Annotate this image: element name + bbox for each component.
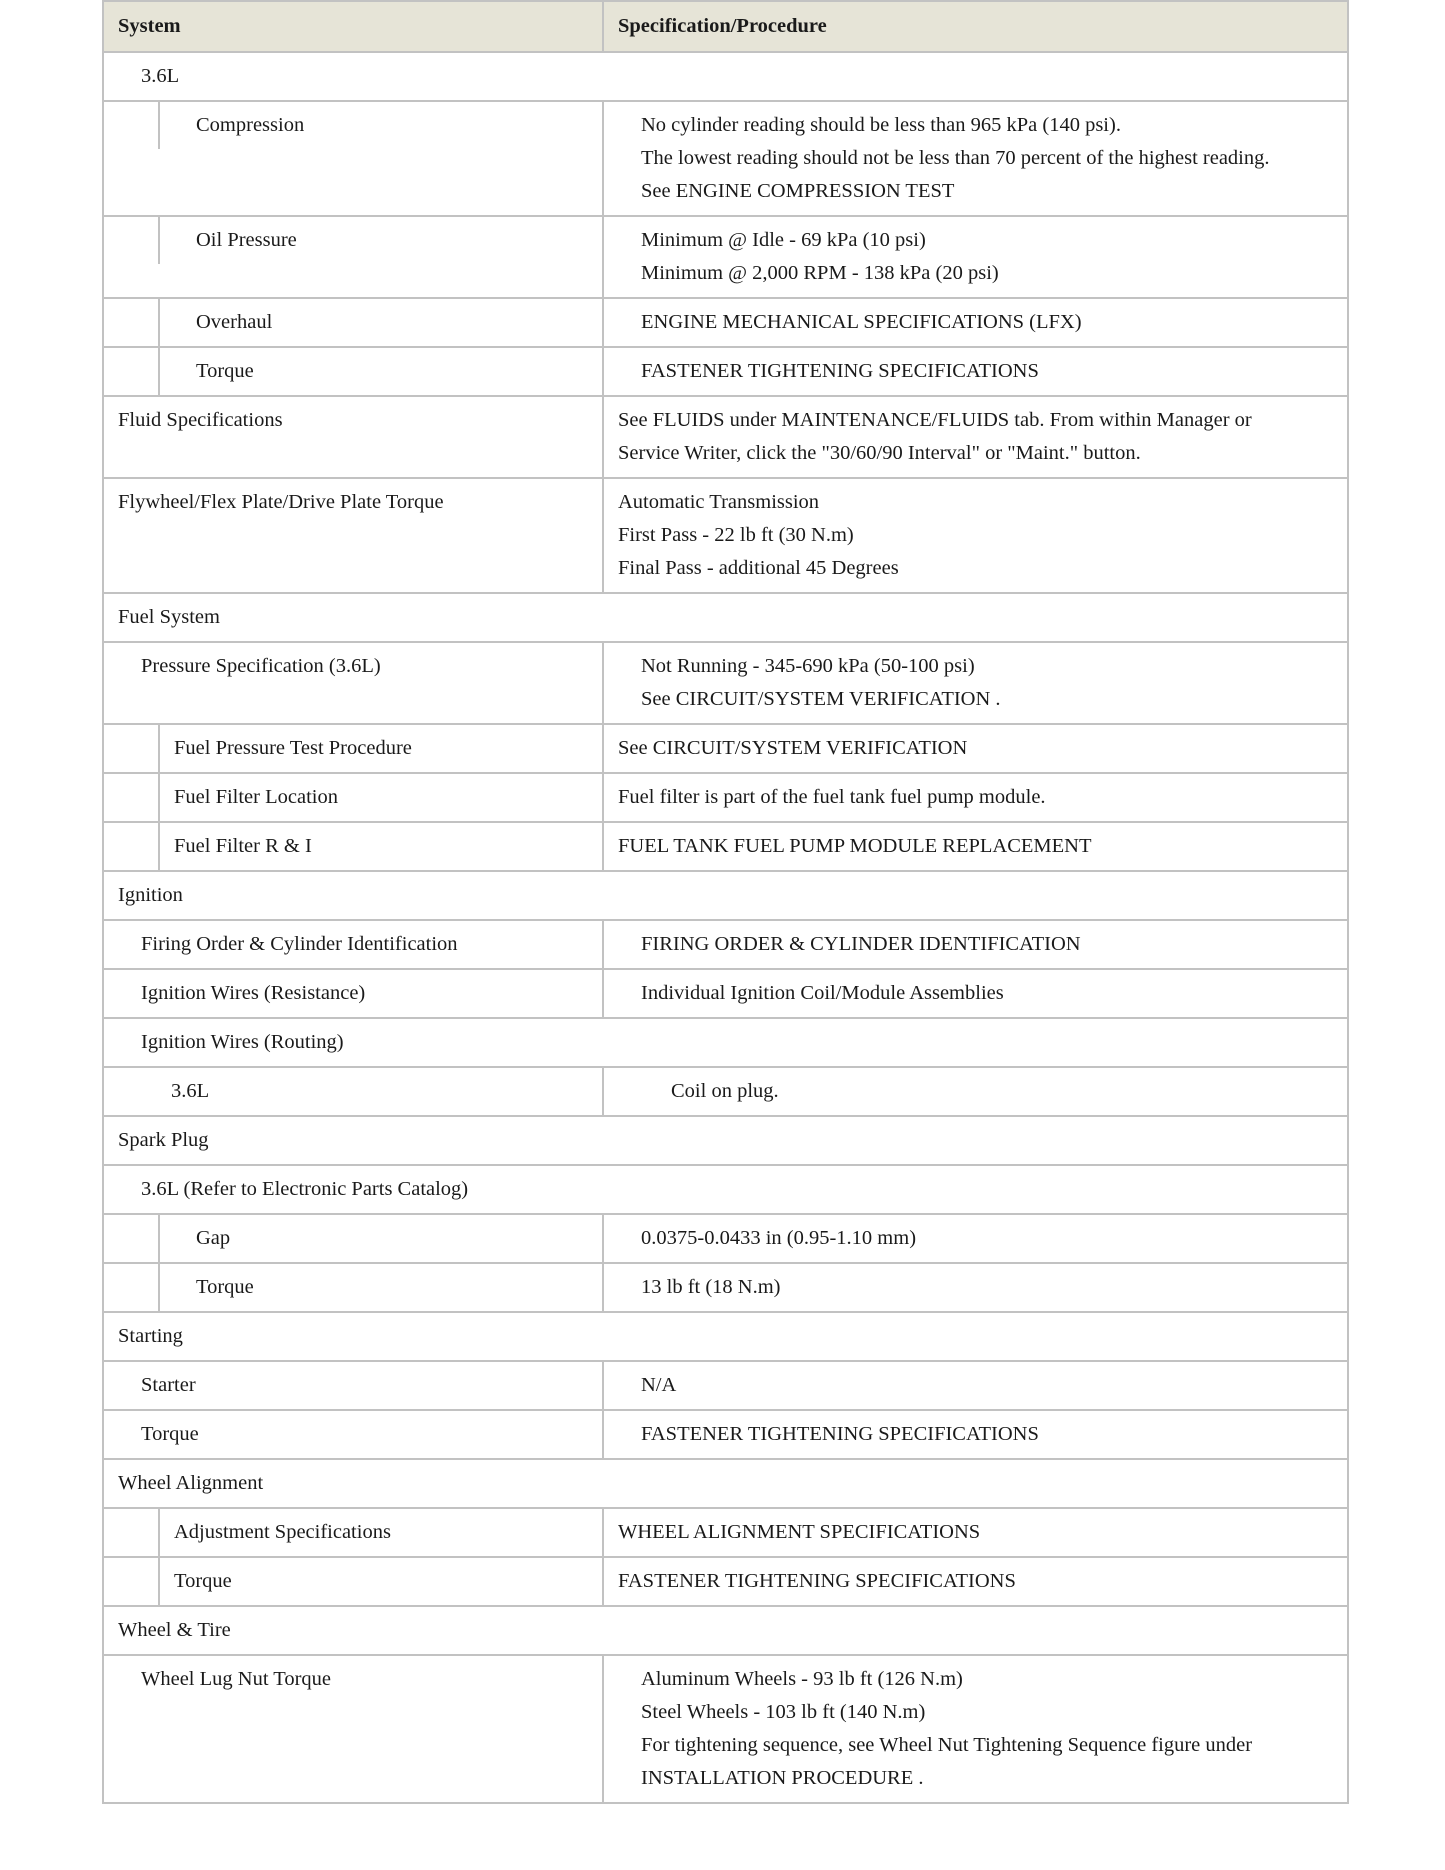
table-row-plug-torque xyxy=(103,1263,1348,1312)
indent-gutter xyxy=(104,299,159,346)
section-row-fuel-system xyxy=(103,593,1348,642)
row-label: Fluid Specifications xyxy=(103,396,603,478)
row-value xyxy=(603,216,1348,298)
value-line: Final Pass - additional 45 Degrees xyxy=(618,557,899,579)
value-line: For tightening sequence, see Wheel Nut Tightening Sequence figure under xyxy=(641,1734,1253,1756)
section-label: Wheel & Tire xyxy=(103,1606,1348,1655)
row-label: Overhaul xyxy=(196,311,273,333)
row-value xyxy=(603,1655,1348,1803)
row-value: WHEEL ALIGNMENT SPECIFICATIONS xyxy=(603,1508,1348,1557)
row-value: Fuel filter is part of the fuel tank fuel pump module. xyxy=(603,773,1348,822)
group-row-ign-wires-routing xyxy=(103,1018,1348,1067)
row-label: Firing Order & Cylinder Identification xyxy=(103,920,603,969)
row-value xyxy=(603,101,1348,216)
indent-gutter xyxy=(104,1264,159,1311)
row-value: Coil on plug. xyxy=(603,1067,1348,1116)
group-row-engine xyxy=(103,52,1348,101)
row-value: ENGINE MECHANICAL SPECIFICATIONS (LFX) xyxy=(603,298,1348,347)
table-row-fuel-pressure-test xyxy=(103,724,1348,773)
row-value: FUEL TANK FUEL PUMP MODULE REPLACEMENT xyxy=(603,822,1348,871)
row-label: Torque xyxy=(196,1276,254,1298)
row-value: FASTENER TIGHTENING SPECIFICATIONS xyxy=(603,347,1348,396)
table-row-routing-36 xyxy=(103,1067,1348,1116)
header-row xyxy=(103,1,1348,52)
indent-gutter xyxy=(104,217,159,264)
indent-gutter xyxy=(104,823,159,870)
section-row-wheel-tire xyxy=(103,1606,1348,1655)
group-label: 3.6L (Refer to Electronic Parts Catalog) xyxy=(103,1165,1348,1214)
row-label: Adjustment Specifications xyxy=(174,1521,391,1543)
table-row-adjustment-specs xyxy=(103,1508,1348,1557)
group-row-spark-plug-36 xyxy=(103,1165,1348,1214)
row-label: Fuel Filter Location xyxy=(174,786,338,808)
row-label: Fuel Pressure Test Procedure xyxy=(174,737,412,759)
row-label: Ignition Wires (Resistance) xyxy=(103,969,603,1018)
row-label: Torque xyxy=(196,360,254,382)
value-line: Aluminum Wheels - 93 lb ft (126 N.m) xyxy=(641,1668,963,1690)
indent-gutter xyxy=(104,1215,159,1262)
row-value: 0.0375-0.0433 in (0.95-1.10 mm) xyxy=(603,1214,1348,1263)
row-value: FASTENER TIGHTENING SPECIFICATIONS xyxy=(603,1557,1348,1606)
row-value: FIRING ORDER & CYLINDER IDENTIFICATION xyxy=(603,920,1348,969)
value-line: No cylinder reading should be less than 965 kPa (140 psi). xyxy=(641,114,1121,136)
table-row-gap xyxy=(103,1214,1348,1263)
value-line: INSTALLATION PROCEDURE . xyxy=(641,1767,924,1789)
value-line: See FLUIDS under MAINTENANCE/FLUIDS tab. From within Manager or xyxy=(618,409,1252,431)
table-row-ign-wires-resistance xyxy=(103,969,1348,1018)
table-row-fluid-specs xyxy=(103,396,1348,478)
section-row-wheel-alignment xyxy=(103,1459,1348,1508)
value-line: Steel Wheels - 103 lb ft (140 N.m) xyxy=(641,1701,926,1723)
row-label: Oil Pressure xyxy=(196,229,297,251)
row-label: Flywheel/Flex Plate/Drive Plate Torque xyxy=(103,478,603,593)
row-value: 13 lb ft (18 N.m) xyxy=(603,1263,1348,1312)
table-row-engine-torque xyxy=(103,347,1348,396)
group-label: Ignition Wires (Routing) xyxy=(103,1018,1348,1067)
header-system: System xyxy=(103,1,603,52)
row-value: FASTENER TIGHTENING SPECIFICATIONS xyxy=(603,1410,1348,1459)
table-row-firing-order xyxy=(103,920,1348,969)
spec-table xyxy=(102,0,1349,1804)
section-label: Ignition xyxy=(103,871,1348,920)
row-value xyxy=(603,396,1348,478)
row-value: Individual Ignition Coil/Module Assemblies xyxy=(603,969,1348,1018)
table-row-compression xyxy=(103,101,1348,216)
row-value: N/A xyxy=(603,1361,1348,1410)
value-line: See CIRCUIT/SYSTEM VERIFICATION . xyxy=(641,688,1001,710)
indent-gutter xyxy=(104,1558,159,1605)
indent-gutter xyxy=(104,725,159,772)
row-label: Pressure Specification (3.6L) xyxy=(103,642,603,724)
indent-gutter xyxy=(104,102,159,149)
table-row-oil-pressure xyxy=(103,216,1348,298)
section-label: Wheel Alignment xyxy=(103,1459,1348,1508)
row-label: Torque xyxy=(103,1410,603,1459)
table-row-fuel-filter-location xyxy=(103,773,1348,822)
indent-gutter xyxy=(104,348,159,395)
indent-gutter xyxy=(104,774,159,821)
section-label: Starting xyxy=(103,1312,1348,1361)
row-label: Starter xyxy=(103,1361,603,1410)
section-row-starting xyxy=(103,1312,1348,1361)
value-line: See ENGINE COMPRESSION TEST xyxy=(641,180,955,202)
table-row-lug-nut xyxy=(103,1655,1348,1803)
table-row-fuel-filter-ri xyxy=(103,822,1348,871)
row-label: Torque xyxy=(174,1570,232,1592)
table-row-starting-torque xyxy=(103,1410,1348,1459)
table-row-flywheel xyxy=(103,478,1348,593)
table-row-pressure-spec xyxy=(103,642,1348,724)
indent-gutter xyxy=(104,1509,159,1556)
header-procedure: Specification/Procedure xyxy=(603,1,1348,52)
row-label: Gap xyxy=(196,1227,231,1249)
value-line: Service Writer, click the "30/60/90 Interval" or "Maint." button. xyxy=(618,442,1141,464)
value-line: Automatic Transmission xyxy=(618,491,820,513)
row-label: Fuel Filter R & I xyxy=(174,835,312,857)
row-value: See CIRCUIT/SYSTEM VERIFICATION xyxy=(603,724,1348,773)
row-value xyxy=(603,642,1348,724)
section-label: Spark Plug xyxy=(103,1116,1348,1165)
table-row-starter xyxy=(103,1361,1348,1410)
row-label: 3.6L xyxy=(103,1067,603,1116)
row-label: Compression xyxy=(196,114,305,136)
row-value xyxy=(603,478,1348,593)
value-line: Minimum @ Idle - 69 kPa (10 psi) xyxy=(641,229,926,251)
section-label: Fuel System xyxy=(103,593,1348,642)
table-row-alignment-torque xyxy=(103,1557,1348,1606)
section-row-spark-plug xyxy=(103,1116,1348,1165)
value-line: Not Running - 345-690 kPa (50-100 psi) xyxy=(641,655,975,677)
table-row-overhaul xyxy=(103,298,1348,347)
section-row-ignition xyxy=(103,871,1348,920)
row-label: Wheel Lug Nut Torque xyxy=(103,1655,603,1803)
value-line: The lowest reading should not be less than 70 percent of the highest reading. xyxy=(641,147,1270,169)
value-line: First Pass - 22 lb ft (30 N.m) xyxy=(618,524,854,546)
value-line: Minimum @ 2,000 RPM - 138 kPa (20 psi) xyxy=(641,262,999,284)
group-label-engine: 3.6L xyxy=(103,52,1348,101)
